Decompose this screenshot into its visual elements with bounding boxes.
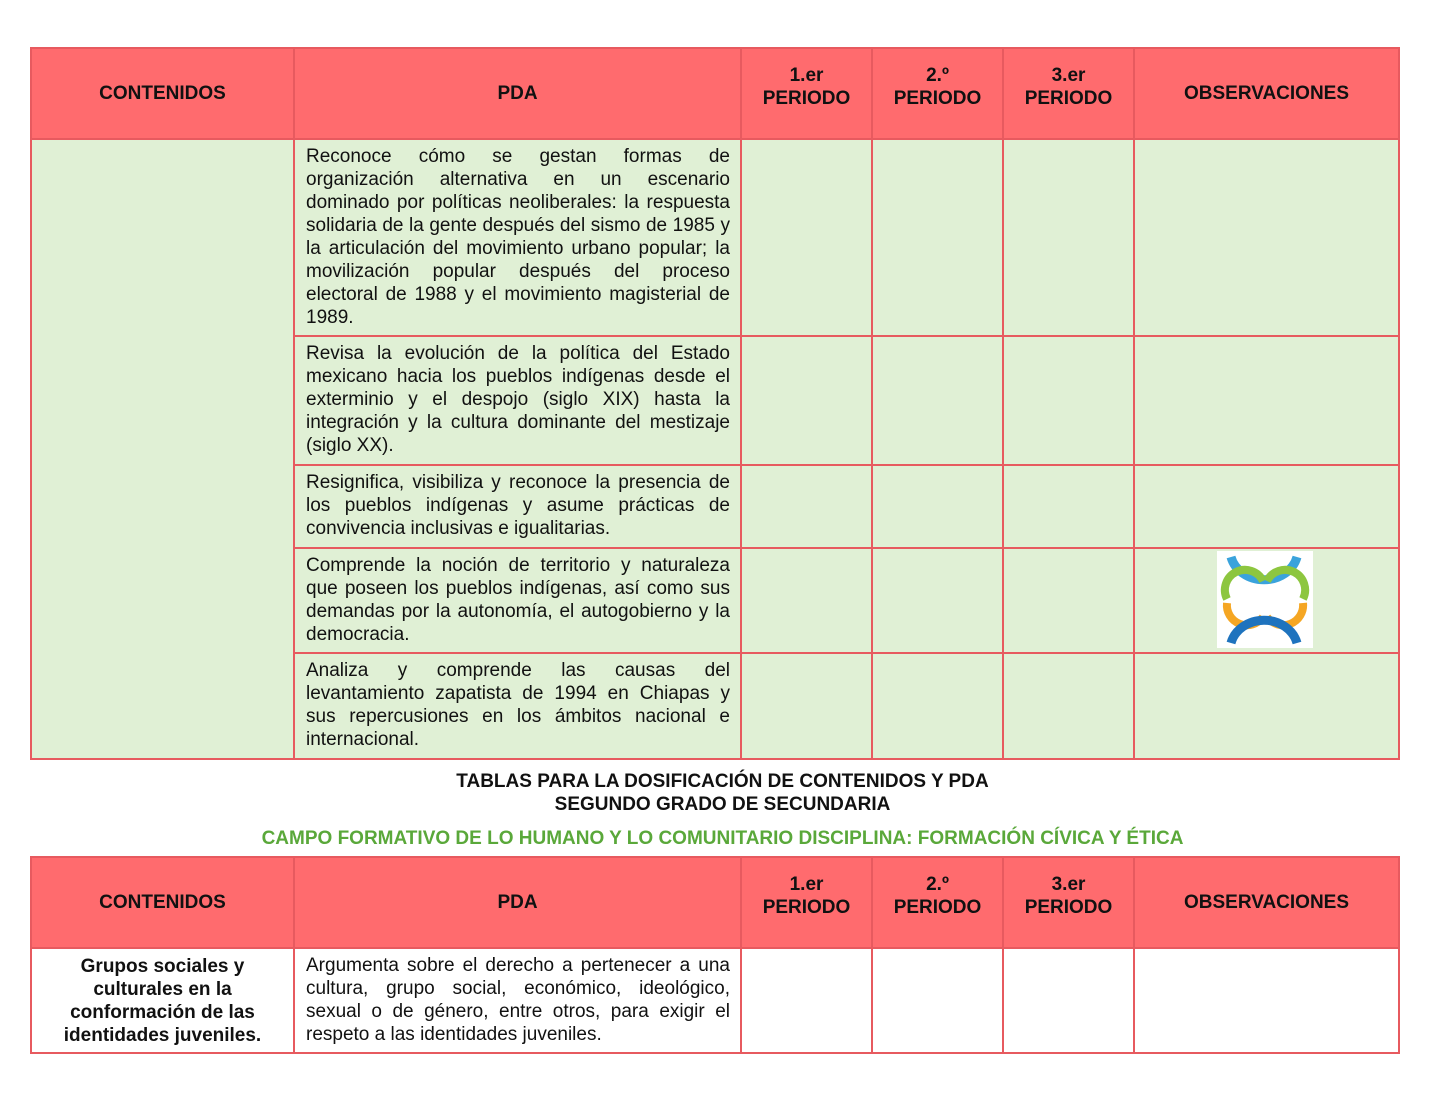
header-periodo-2-number: 2.º (926, 65, 949, 86)
header-pda: PDA (294, 48, 741, 139)
periodo-1-cell (741, 653, 872, 759)
contenido-cell-empty (31, 139, 294, 759)
table-row (31, 948, 1399, 1053)
document-subtitle: SEGUNDO GRADO DE SECUNDARIA (554, 794, 891, 815)
periodo-3-cell (1003, 139, 1134, 336)
periodo-2-cell (872, 465, 1003, 548)
table-header-row (31, 48, 1399, 139)
observaciones-cell (1134, 548, 1399, 653)
header-periodo-3-label: PERIODO (1024, 88, 1113, 109)
table-row (31, 139, 1399, 336)
header-contenidos: CONTENIDOS (31, 857, 294, 948)
periodo-3-cell (1003, 465, 1134, 548)
periodo-1-cell (741, 465, 872, 548)
pda-cell: Analiza y comprende las causas del levantamiento zapatista de 1994 en Chiapas y sus repercusiones en los ámbitos nacional e internacional. (294, 653, 741, 759)
dosificacion-table-1 (30, 47, 1400, 760)
periodo-2-cell (872, 139, 1003, 336)
document-title: TABLAS PARA LA DOSIFICACIÓN DE CONTENIDOS Y PDA (456, 771, 989, 792)
header-periodo-3 (1003, 857, 1134, 948)
periodo-1-cell (741, 139, 872, 336)
header-contenidos: CONTENIDOS (31, 48, 294, 139)
pda-cell: Comprende la noción de territorio y naturaleza que poseen los pueblos indígenas, así como sus demandas por la autonomía, el autogobierno y la democracia. (294, 548, 741, 653)
periodo-3-cell (1003, 548, 1134, 653)
campo-formativo-title: CAMPO FORMATIVO DE LO HUMANO Y LO COMUNITARIO DISCIPLINA: FORMACIÓN CÍVICA Y ÉTICA (261, 828, 1184, 849)
periodo-1-cell (741, 948, 872, 1053)
periodo-3-cell (1003, 653, 1134, 759)
header-periodo-3 (1003, 48, 1134, 139)
pda-cell: Resignifica, visibiliza y reconoce la presencia de los pueblos indígenas y asume prácticas de convivencia inclusivas e igualitarias. (294, 465, 741, 548)
periodo-2-cell (872, 653, 1003, 759)
observaciones-cell (1134, 948, 1399, 1053)
periodo-1-cell (741, 548, 872, 653)
table-header-row (31, 857, 1399, 948)
header-periodo-2-label: PERIODO (893, 88, 982, 109)
header-periodo-2 (872, 48, 1003, 139)
observaciones-cell (1134, 139, 1399, 336)
header-periodo-1-number: 1.er (789, 874, 824, 895)
header-periodo-3-number: 3.er (1051, 65, 1086, 86)
observaciones-cell (1134, 465, 1399, 548)
header-periodo-1-label: PERIODO (762, 897, 851, 918)
periodo-2-cell (872, 336, 1003, 465)
header-periodo-2-number: 2.º (926, 874, 949, 895)
header-observaciones: OBSERVACIONES (1134, 48, 1399, 139)
periodo-1-cell (741, 336, 872, 465)
periodo-3-cell (1003, 336, 1134, 465)
pda-cell: Reconoce cómo se gestan formas de organización alternativa en un escenario dominado por políticas neoliberales: la respuesta solidaria de la gente después del sismo de 1985 y la articulación del movimiento urbano popular; la movilización popular después del proceso electoral de 1988 y el movimiento magisterial de 1989. (294, 139, 741, 336)
header-periodo-1-label: PERIODO (762, 88, 851, 109)
periodo-2-cell (872, 948, 1003, 1053)
observaciones-cell (1134, 653, 1399, 759)
header-periodo-2 (872, 857, 1003, 948)
header-observaciones: OBSERVACIONES (1134, 857, 1399, 948)
contenido-cell: Grupos sociales y culturales en la conformación de las identidades juveniles. (31, 948, 294, 1053)
header-periodo-1 (741, 857, 872, 948)
header-periodo-1-number: 1.er (789, 65, 824, 86)
header-periodo-2-label: PERIODO (893, 897, 982, 918)
pda-cell: Revisa la evolución de la política del Estado mexicano hacia los pueblos indígenas desde el exterminio y el despojo (siglo XIX) hasta la integración y la cultura dominante del mestizaje (siglo XX). (294, 336, 741, 465)
interlocking-arcs-logo-icon (1217, 551, 1313, 648)
header-periodo-3-label: PERIODO (1024, 897, 1113, 918)
periodo-2-cell (872, 548, 1003, 653)
header-periodo-1 (741, 48, 872, 139)
observaciones-cell (1134, 336, 1399, 465)
periodo-3-cell (1003, 948, 1134, 1053)
dosificacion-table-2 (30, 856, 1400, 1054)
pda-cell: Argumenta sobre el derecho a pertenecer a una cultura, grupo social, económico, ideológico, sexual o de género, entre otros, para exigir el respeto a las identidades juveniles. (294, 948, 741, 1053)
header-periodo-3-number: 3.er (1051, 874, 1086, 895)
header-pda: PDA (294, 857, 741, 948)
